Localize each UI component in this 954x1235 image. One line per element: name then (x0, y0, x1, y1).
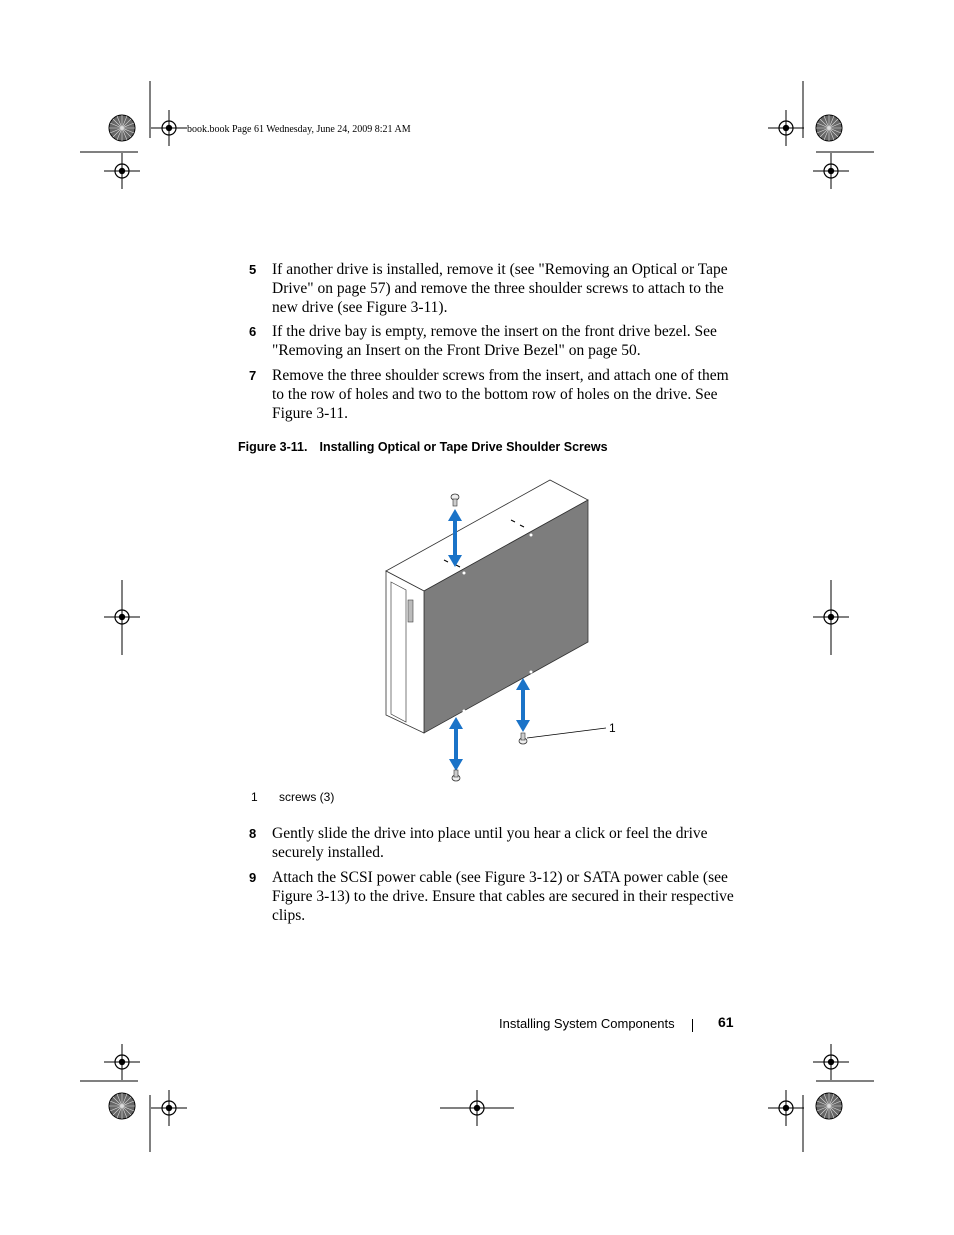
step-text: If the drive bay is empty, remove the insert on the front drive bezel. See "Removing an Insert on the Front Drive Bezel" on page 50. (272, 323, 717, 359)
figure-caption (238, 440, 608, 454)
optical-drive-illustration (386, 480, 606, 738)
footer-separator (692, 1019, 693, 1032)
figure-title: Installing Optical or Tape Drive Shoulder Screws (319, 440, 608, 454)
step-number: 7 (249, 368, 257, 383)
step-number: 8 (249, 826, 257, 841)
registration-mark-right-middle (813, 580, 849, 655)
registration-mark-top-left (80, 81, 187, 189)
step-7 (249, 366, 749, 426)
registration-mark-top-right (768, 81, 874, 189)
legend-number: 1 (251, 790, 258, 804)
step-number: 5 (249, 262, 257, 277)
step-number: 6 (249, 324, 257, 339)
figure-label: Figure 3-11. (238, 440, 308, 454)
step-number: 9 (249, 870, 257, 885)
screw-bottom-left-icon (452, 770, 460, 781)
registration-mark-left-middle (104, 580, 140, 655)
step-6 (249, 322, 749, 362)
step-text: If another drive is installed, remove it (see "Removing an Optical or Tape Drive" on page 57) and remove the three shoulder screws to attach to the new drive (see Figure 3-11). (272, 261, 728, 316)
screw-bottom-right-icon (519, 733, 527, 744)
step-9 (249, 868, 749, 928)
page-number: 61 (718, 1014, 734, 1030)
step-text: Gently slide the drive into place until you hear a click or feel the drive securely installed. (272, 825, 708, 861)
figure-callout: 1 (609, 721, 616, 735)
step-8 (249, 824, 749, 864)
registration-mark-bottom-center (440, 1090, 514, 1126)
print-header: book.book Page 61 Wednesday, June 24, 2009 8:21 AM (187, 124, 411, 135)
arrow-bottom-left-icon (449, 717, 463, 771)
screw-top-icon (451, 494, 459, 506)
legend-text: screws (3) (279, 790, 335, 804)
step-text: Remove the three shoulder screws from the insert, and attach one of them to the row of holes and two to the bottom row of holes on the drive. See Figure 3-11. (272, 367, 729, 422)
step-text: Attach the SCSI power cable (see Figure 3-12) or SATA power cable (see Figure 3-13) to the drive. Ensure that cables are secured in their respective clips. (272, 869, 734, 924)
registration-mark-bottom-right (768, 1044, 874, 1152)
registration-mark-bottom-left (80, 1044, 187, 1152)
arrow-bottom-right-icon (516, 678, 530, 732)
footer-section-title: Installing System Components (499, 1016, 675, 1031)
step-5 (249, 260, 749, 320)
